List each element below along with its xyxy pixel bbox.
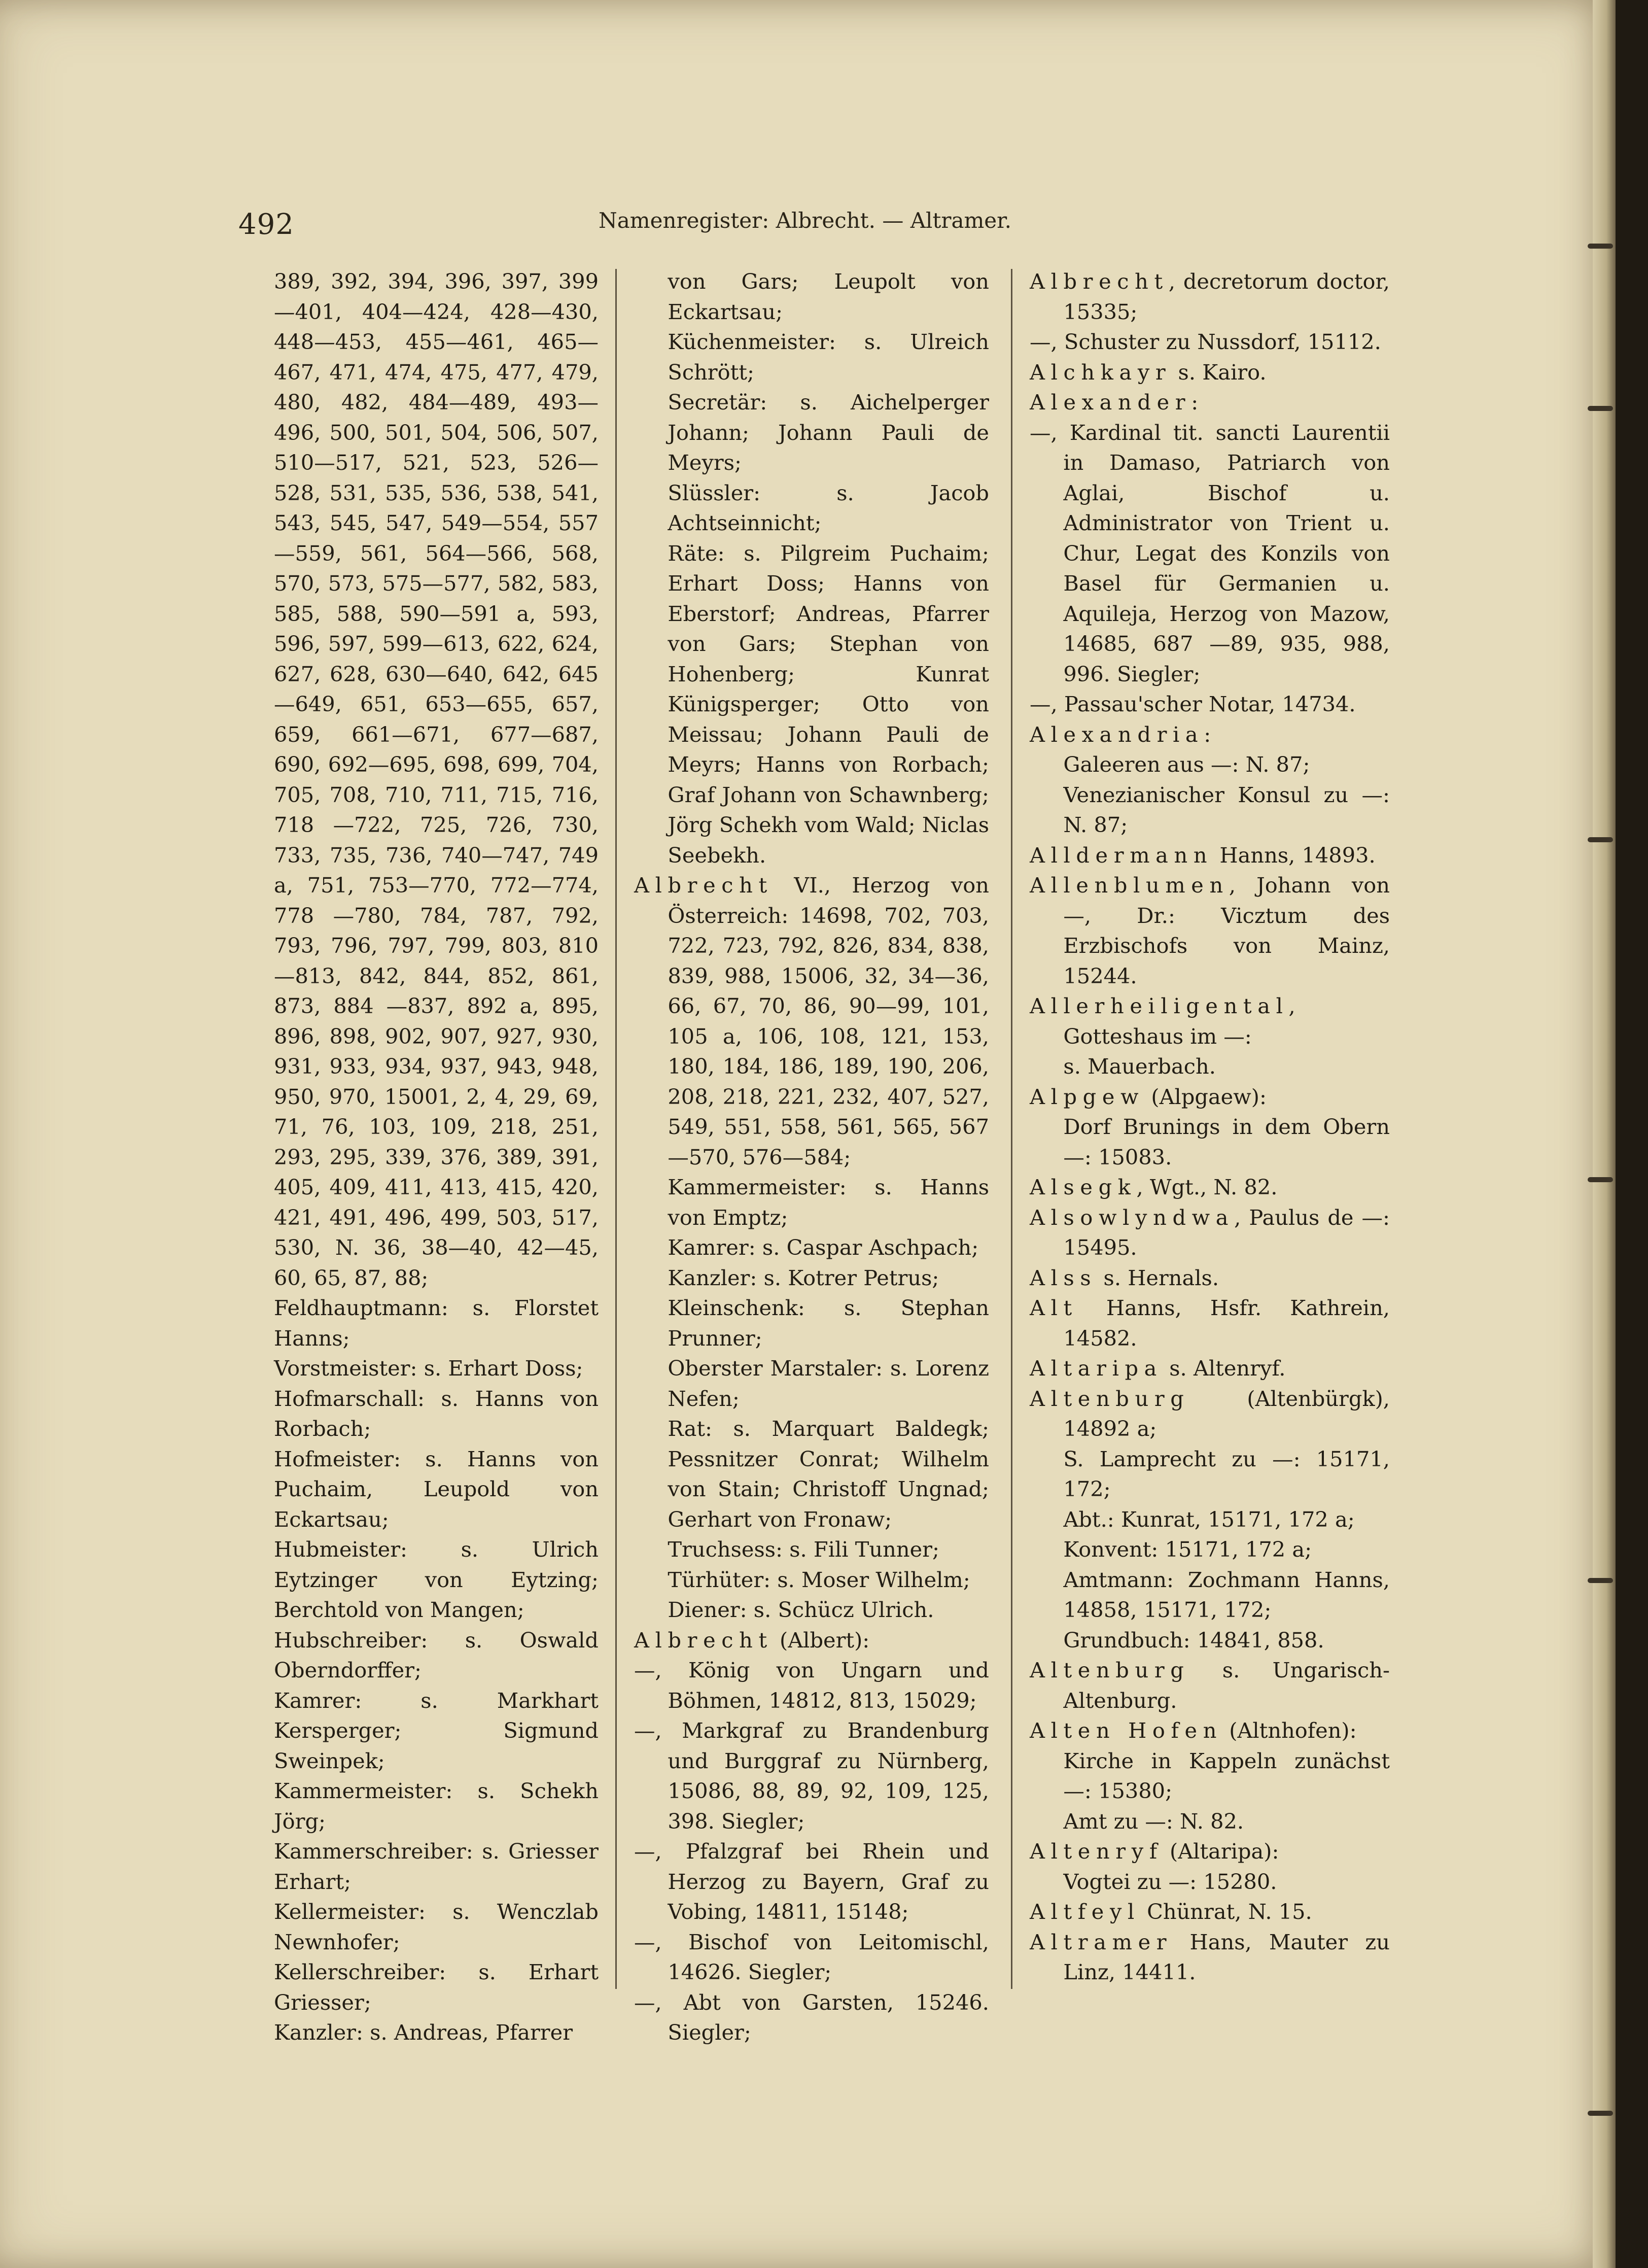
- headword: Alpgew: [1030, 1084, 1145, 1109]
- index-subentry: —, Markgraf zu Brandenburg und Burggraf zu Nürnberg, 15086, 88, 89, 92, 109, 125, 398. Siegler;: [634, 1718, 989, 1834]
- headword: Albrecht: [634, 873, 773, 898]
- column-divider: [1011, 269, 1012, 1989]
- index-headword-entry: [1030, 991, 1390, 1051]
- index-headword-entry: [1030, 1353, 1390, 1384]
- page-number: 492: [238, 208, 294, 241]
- entry-text: , Wgt., N. 82.: [1136, 1175, 1278, 1199]
- index-headword-entry: [1030, 1836, 1390, 1867]
- index-headword-entry: [1030, 1082, 1390, 1112]
- index-subentry: Slüssler: s. Jacob Achtseinnicht;: [668, 480, 989, 535]
- index-headword-entry: [1030, 1384, 1390, 1444]
- index-subentry: —, König von Ungarn und Böhmen, 14812, 813, 15029;: [634, 1658, 989, 1713]
- entry-text: Hanns, 14893.: [1213, 842, 1376, 868]
- index-subentry: —, Kardinal tit. sancti Laurentii in Damaso, Patriarch von Aglai, Bischof u. Administrator von Trient u. Chur, Legat des Konzils von Basel für Germanien u. Aquileja, Herzog von Mazow, 14685, 687 —89, 935, 988, 996. Siegler;: [1030, 420, 1390, 686]
- index-entry: Vorstmeister: s. Erhart Doss;: [274, 1356, 583, 1381]
- entry-text: (Alpgaew):: [1144, 1084, 1267, 1109]
- entry-text: (Altnhofen):: [1222, 1718, 1357, 1743]
- index-headword-entry: [1030, 1172, 1390, 1202]
- headword: Altaripa: [1030, 1356, 1163, 1381]
- index-entry: Hofmeister: s. Hanns von Puchaim, Leupold von Eckartsau;: [274, 1446, 599, 1532]
- index-entry: Kamrer: s. Markhart Kersperger; Sigmund Sweinpek;: [274, 1688, 599, 1773]
- entry-text: Hanns, Hsfr. Kathrein, 14582.: [1063, 1295, 1390, 1351]
- index-entry: Hubschreiber: s. Oswald Oberndorffer;: [274, 1627, 599, 1682]
- index-subentry: Grundbuch: 14841, 858.: [1063, 1627, 1324, 1653]
- index-headword-entry: [1030, 1293, 1390, 1353]
- headword: Alexander: [1030, 390, 1191, 415]
- entry-text: VI., Herzog von Österreich: 14698, 702, 703, 722, 723, 792, 826, 834, 838, 839, 988, 15006, 32, 34—36, 66, 67, 70, 86, 90—99, 101, 105 a, 106, 108, 121, 153, 180, 184, 186, 189, 190, 206, 208, 218, 221, 232, 407, 527, 549, 551, 558, 561, 565, 567 —570, 576—584;: [668, 873, 989, 1170]
- entry-text: (Altaripa):: [1163, 1839, 1279, 1864]
- index-entry: Kanzler: s. Andreas, Pfarrer: [274, 2020, 573, 2045]
- index-subentry: Secretär: s. Aichelperger Johann; Johann Pauli de Meyrs;: [668, 390, 989, 475]
- index-subentry: s. Mauerbach.: [1063, 1054, 1216, 1079]
- index-entry: Hofmarschall: s. Hanns von Rorbach;: [274, 1386, 599, 1441]
- index-headword-entry: [1030, 1715, 1390, 1746]
- index-subentry: Kleinschenk: s. Stephan Prunner;: [668, 1295, 989, 1351]
- headword: Alt: [1030, 1295, 1078, 1320]
- index-headword-entry: [1030, 266, 1390, 327]
- headword: Altenburg: [1030, 1658, 1190, 1682]
- index-column-1: [274, 266, 599, 2048]
- index-entry: Kammerschreiber: s. Griesser Erhart;: [274, 1839, 599, 1894]
- entry-text: s. Hernals.: [1097, 1265, 1219, 1290]
- index-subentry: —, Abt von Garsten, 15246. Siegler;: [634, 1989, 989, 2045]
- index-subentry: Räte: s. Pilgreim Puchaim; Erhart Doss; Hanns von Eberstorf; Andreas, Pfarrer von Gars; Stephan von Hohenberg; Kunrat Künigsperger; Otto von Meissau; Johann Pauli de Meyrs; Hanns von Rorbach; Graf Johann von Schawnberg; Jörg Schekh vom Wald; Niclas Seebekh.: [668, 540, 989, 868]
- index-subentry: S. Lamprecht zu —: 15171, 172;: [1063, 1446, 1390, 1501]
- index-column-2: [634, 266, 989, 2048]
- index-subentry: Oberster Marstaler: s. Lorenz Nefen;: [668, 1356, 989, 1411]
- entry-text: , Paulus de —: 15495.: [1063, 1205, 1390, 1260]
- headword: Albrecht: [634, 1627, 773, 1653]
- headword: Altenburg: [1030, 1386, 1190, 1411]
- binding-mark: [1588, 406, 1613, 411]
- entry-text: s. Ungarisch-Altenburg.: [1063, 1658, 1390, 1713]
- headword: Alldermann: [1030, 842, 1213, 868]
- binding-mark: [1588, 1578, 1613, 1583]
- index-subentry: —, Schuster zu Nussdorf, 15112.: [1030, 329, 1381, 354]
- entry-text: s. Altenryf.: [1163, 1356, 1286, 1381]
- index-subentry: Kanzler: s. Kotrer Petrus;: [668, 1265, 939, 1290]
- index-subentry: Amtmann: Zochmann Hanns, 14858, 15171, 172;: [1063, 1567, 1390, 1622]
- index-headword-entry: [634, 1625, 989, 1656]
- headword: Albrecht: [1030, 269, 1169, 294]
- index-subentry: Kirche in Kappeln zunächst —: 15380;: [1063, 1748, 1390, 1803]
- index-column-3: [1030, 266, 1390, 1987]
- headword: Altramer: [1030, 1929, 1173, 1954]
- index-subentry: Kamrer: s. Caspar Aschpach;: [668, 1235, 979, 1260]
- binding-mark: [1588, 1177, 1613, 1182]
- index-subentry: Diener: s. Schücz Ulrich.: [668, 1597, 934, 1622]
- index-headword-entry: [1030, 1927, 1390, 1987]
- index-subentry: —, Passau'scher Notar, 14734.: [1030, 692, 1356, 716]
- index-entry: 389, 392, 394, 396, 397, 399 —401, 404—424, 428—430, 448—453, 455—461, 465—467, 471, 474, 475, 477, 479, 480, 482, 484—489, 493—496, 500, 501, 504, 506, 507, 510—517, 521, 523, 526—528, 531, 535, 536, 538, 541, 543, 545, 547, 549—554, 557 —559, 561, 564—566, 568, 570, 573, 575—577, 582, 583, 585, 588, 590—591 a, 593, 596, 597, 599—613, 622, 624, 627, 628, 630—640, 642, 645 —649, 651, 653—655, 657, 659, 661—671, 677—687, 690, 692—695, 698, 699, 704, 705, 708, 710, 711, 715, 716, 718 —722, 725, 726, 730, 733, 735, 736, 740—747, 749 a, 751, 753—770, 772—774, 778 —780, 784, 787, 792, 793, 796, 797, 799, 803, 810—813, 842, 844, 852, 861, 873, 884 —837, 892 a, 895, 896, 898, 902, 907, 927, 930, 931, 933, 934, 937, 943, 948, 950, 970, 15001, 2, 4, 29, 69, 71, 76, 103, 109, 218, 251, 293, 295, 339, 376, 389, 391, 405, 409, 411, 413, 415, 420, 421, 491, 496, 499, 503, 517, 530, N. 36, 38—40, 42—45, 60, 65, 87, 88;: [274, 269, 599, 1290]
- index-headword-entry: [1030, 387, 1390, 418]
- entry-text: Hans, Mauter zu Linz, 14411.: [1063, 1929, 1390, 1984]
- index-subentry: Abt.: Kunrat, 15171, 172 a;: [1063, 1506, 1355, 1532]
- entry-text: :: [1204, 721, 1211, 747]
- entry-text: (Albert):: [773, 1627, 870, 1653]
- headword: Altenryf: [1030, 1839, 1163, 1864]
- index-headword-entry: [1030, 357, 1390, 388]
- index-headword-entry: [1030, 719, 1390, 750]
- index-subentry: —, Bischof von Leitomischl, 14626. Siegler;: [634, 1929, 989, 1984]
- index-subentry: Vogtei zu —: 15280.: [1063, 1869, 1277, 1894]
- index-headword-entry: [1030, 870, 1390, 991]
- binding-mark: [1588, 2111, 1613, 2116]
- index-subentry: Amt zu —: N. 82.: [1063, 1808, 1244, 1834]
- headword: Allenblumen: [1030, 873, 1229, 898]
- index-subentry: Konvent: 15171, 172 a;: [1063, 1537, 1312, 1562]
- index-entry: Hubmeister: s. Ulrich Eytzinger von Eytzing; Berchtold von Mangen;: [274, 1537, 599, 1622]
- index-subentry: —, Pfalzgraf bei Rhein und Herzog zu Bayern, Graf zu Vobing, 14811, 15148;: [634, 1839, 989, 1924]
- index-headword-entry: [1030, 1202, 1390, 1263]
- index-headword-entry: [1030, 1655, 1390, 1715]
- index-headword-entry: [634, 870, 989, 1172]
- column-divider: [615, 269, 617, 1989]
- headword: Altfeyl: [1030, 1899, 1140, 1924]
- page-fold-shadow: [1593, 0, 1616, 2268]
- index-subentry: Truchsess: s. Fili Tunner;: [668, 1537, 939, 1562]
- index-subentry: Galeeren aus —: N. 87;: [1063, 752, 1310, 777]
- index-entry: Kellermeister: s. Wenczlab Newnhofer;: [274, 1899, 599, 1954]
- entry-text: :: [1191, 390, 1199, 415]
- index-headword-entry: [1030, 1897, 1390, 1927]
- binding-mark: [1588, 244, 1613, 249]
- index-entry: Feldhauptmann: s. Florstet Hanns;: [274, 1295, 599, 1351]
- index-entry: Kellerschreiber: s. Erhart Griesser;: [274, 1960, 599, 2015]
- entry-text: , Johann von —, Dr.: Vicztum des Erzbischofs von Mainz, 15244.: [1063, 873, 1390, 988]
- index-subentry: Kammermeister: s. Hanns von Emptz;: [668, 1175, 989, 1230]
- index-subentry: Venezianischer Konsul zu —: N. 87;: [1063, 782, 1390, 837]
- index-headword-entry: [1030, 1263, 1390, 1293]
- index-subentry: Dorf Brunings in dem Obern —: 15083.: [1063, 1114, 1390, 1170]
- headword: Alchkayr: [1030, 359, 1172, 385]
- entry-text: , Gotteshaus im —:: [1063, 993, 1295, 1049]
- headword: Allerheiligental: [1030, 993, 1289, 1018]
- headword: Alten Hofen: [1030, 1718, 1223, 1743]
- headword: Alss: [1030, 1265, 1097, 1290]
- index-subentry: Küchenmeister: s. Ulreich Schrött;: [668, 329, 989, 385]
- index-subentry: Rat: s. Marquart Baldegk; Pessnitzer Conrat; Wilhelm von Stain; Christoff Ungnad; Gerhart von Fronaw;: [668, 1416, 989, 1532]
- headword: Alsowlyndwa: [1030, 1205, 1235, 1230]
- headword: Alsegk: [1030, 1175, 1137, 1199]
- headword: Alexandria: [1030, 721, 1204, 747]
- running-head: Namenregister: Albrecht. — Altramer.: [599, 208, 1011, 233]
- entry-text: s. Kairo.: [1171, 359, 1267, 385]
- binding-edge: [1616, 0, 1648, 2268]
- entry-text: Chünrat, N. 15.: [1140, 1899, 1312, 1924]
- entry-text: (Altenbürgk), 14892 a;: [1063, 1386, 1390, 1441]
- index-subentry: von Gars; Leupolt von Eckartsau;: [668, 269, 989, 324]
- index-entry: Kammermeister: s. Schekh Jörg;: [274, 1778, 599, 1834]
- index-headword-entry: [1030, 840, 1390, 871]
- binding-mark: [1588, 837, 1613, 842]
- entry-text: , decretorum doctor, 15335;: [1063, 269, 1390, 324]
- index-subentry: Türhüter: s. Moser Wilhelm;: [668, 1567, 970, 1592]
